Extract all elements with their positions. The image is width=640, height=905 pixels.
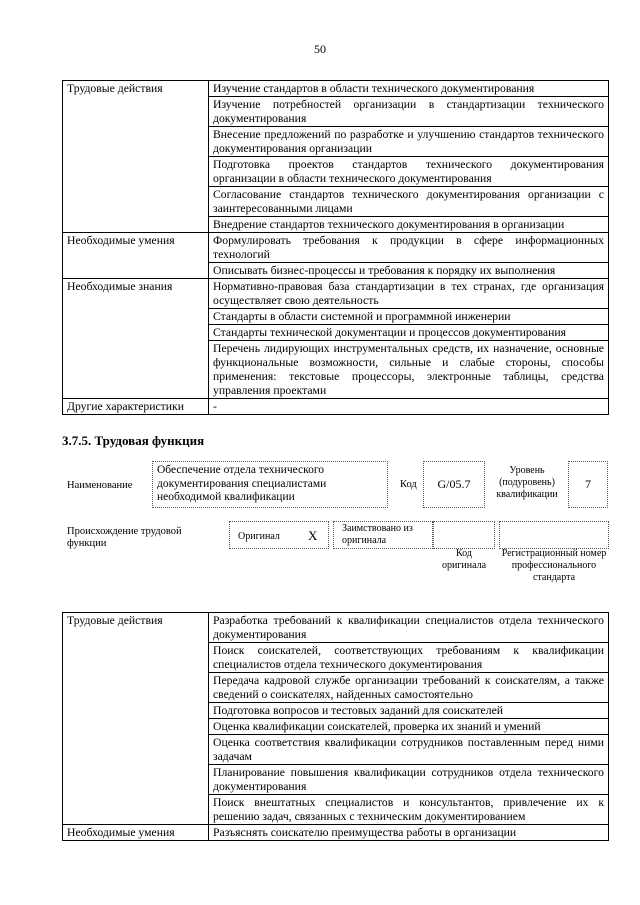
row-item: Поиск внештатных специалистов и консультантов, привлечение их к решению задач, связанных с техническим документированием: [209, 795, 609, 825]
row-label-continuation: [63, 341, 209, 399]
table-row: [63, 341, 609, 399]
row-item: Согласование стандартов технического документирования организации с заинтересованными лицами: [209, 187, 609, 217]
row-item: Внесение предложений по разработке и улучшению стандартов технического документирования организации: [209, 127, 609, 157]
row-label-continuation: [63, 187, 209, 217]
row-item: Подготовка проектов стандартов технического документирования организации в области технического документирования: [209, 157, 609, 187]
row-label: Необходимые умения: [63, 825, 209, 841]
row-item: Перечень лидирующих инструментальных средств, их назначение, основные функциональные возможности, сильные и слабые стороны, способы применения: текстовые процессоры, электронные таблицы, средства управления проектами: [209, 341, 609, 399]
competency-table-2: [62, 612, 609, 841]
row-label: Необходимые умения: [63, 233, 209, 263]
row-item: Разработка требований к квалификации специалистов отдела технического документирования: [209, 613, 609, 643]
row-label-continuation: [63, 127, 209, 157]
table-row: [63, 795, 609, 825]
table-row: [63, 97, 609, 127]
table-row: [63, 325, 609, 341]
name-label: Наименование: [67, 480, 133, 491]
reg-number-box: [499, 521, 609, 549]
original-mark: X: [308, 528, 318, 543]
table-row: [63, 187, 609, 217]
row-item: Подготовка вопросов и тестовых заданий для соискателей: [209, 703, 609, 719]
table-row: [63, 399, 609, 415]
table-row: [63, 81, 609, 97]
table-row: [63, 643, 609, 673]
row-label-continuation: [63, 263, 209, 279]
row-label-continuation: [63, 673, 209, 703]
row-label: Другие характеристики: [63, 399, 209, 415]
code-box: [423, 461, 485, 508]
table-row: [63, 309, 609, 325]
table-row: [63, 765, 609, 795]
row-label: Трудовые действия: [63, 81, 209, 97]
page-number: 50: [314, 42, 326, 56]
table-row: [63, 613, 609, 643]
row-label: Необходимые знания: [63, 279, 209, 309]
row-label-continuation: [63, 719, 209, 735]
competency-table-1: [62, 80, 609, 415]
borrowed-label: Заимствовано из оригинала: [342, 523, 413, 546]
row-item: Описывать бизнес-процессы и требования к порядку их выполнения: [209, 263, 609, 279]
row-item: Передача кадровой службе организации требований к соискателям, а также сведений о соискателях, найденных самостоятельно: [209, 673, 609, 703]
code-label: Код: [400, 479, 417, 490]
row-label-continuation: [63, 703, 209, 719]
table-row: [63, 673, 609, 703]
name-box: [152, 461, 388, 508]
row-item: Планирование повышения квалификации сотрудников отдела технического документирования: [209, 765, 609, 795]
row-label: Трудовые действия: [63, 613, 209, 643]
row-label-continuation: [63, 157, 209, 187]
original-label: Оригинал: [238, 531, 280, 542]
table-row: [63, 703, 609, 719]
row-item: Стандарты в области системной и программной инженерии: [209, 309, 609, 325]
level-label: Уровень (подуровень) квалификации: [496, 465, 558, 500]
section-heading: 3.7.5. Трудовая функция: [62, 433, 205, 448]
row-item: -: [209, 399, 609, 415]
reg-caption: Регистрационный номер профессионального стандарта: [501, 548, 607, 583]
row-label-continuation: [63, 735, 209, 765]
row-item: Нормативно-правовая база стандартизации в тех странах, где организация осуществляет свою деятельность: [209, 279, 609, 309]
table-row: [63, 263, 609, 279]
row-item: Разъяснять соискателю преимущества работы в организации: [209, 825, 609, 841]
table-row: [63, 127, 609, 157]
name-value: Обеспечение отдела технического документирования специалистами необходимой квалификации: [157, 464, 327, 503]
row-item: Изучение потребностей организации в стандартизации технического документирования: [209, 97, 609, 127]
row-label-continuation: [63, 765, 209, 795]
code-caption: Код оригинала: [441, 548, 487, 571]
table-row: [63, 719, 609, 735]
row-item: Оценка квалификации соискателей, проверка их знаний и умений: [209, 719, 609, 735]
row-item: Внедрение стандартов технического документирования в организации: [209, 217, 609, 233]
code-value: G/05.7: [437, 477, 471, 491]
table-row: [63, 233, 609, 263]
level-value: 7: [585, 477, 591, 491]
row-item: Поиск соискателей, соответствующих требованиям к квалификации специалистов отдела технического документирования: [209, 643, 609, 673]
row-label-continuation: [63, 795, 209, 825]
table-row: [63, 217, 609, 233]
table-row: [63, 825, 609, 841]
row-item: Оценка соответствия квалификации сотрудников поставленным перед ними задачам: [209, 735, 609, 765]
level-box: [568, 461, 608, 508]
table-row: [63, 735, 609, 765]
row-item: Стандарты технической документации и процессов документирования: [209, 325, 609, 341]
row-label-continuation: [63, 309, 209, 325]
table-row: [63, 279, 609, 309]
original-code-box: [433, 521, 495, 549]
row-label-continuation: [63, 217, 209, 233]
row-item: Изучение стандартов в области технического документирования: [209, 81, 609, 97]
row-item: Формулировать требования к продукции в сфере информационных технологий: [209, 233, 609, 263]
table-row: [63, 157, 609, 187]
row-label-continuation: [63, 325, 209, 341]
borrowed-box: [333, 521, 433, 549]
origin-label: Происхождение трудовой функции: [67, 526, 182, 549]
original-box: [229, 521, 329, 549]
row-label-continuation: [63, 97, 209, 127]
row-label-continuation: [63, 643, 209, 673]
